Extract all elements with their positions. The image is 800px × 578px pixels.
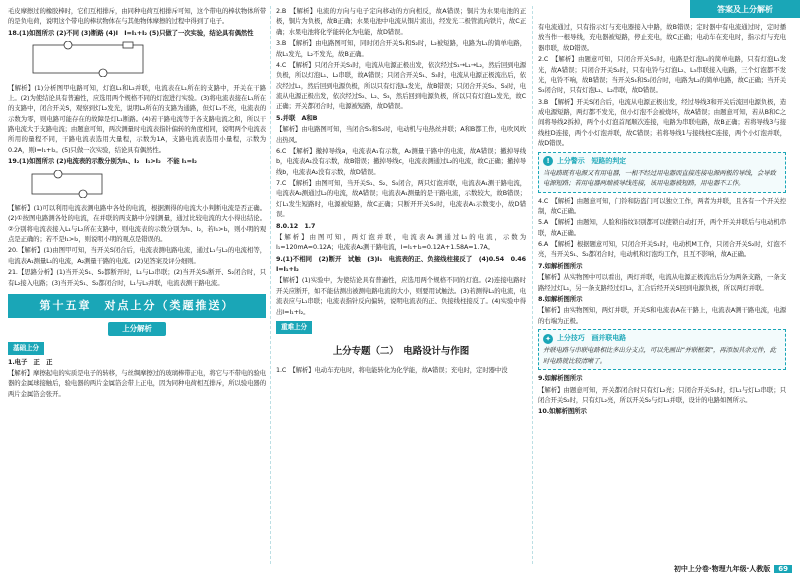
- answer-9: 9.如解析图所示: [538, 374, 583, 383]
- column-divider: [532, 6, 533, 564]
- explanation: 【解析】由实物图知，两灯并联，开关S和电流表A在干路上，电流表A测干路电流，电源的右端为正极。: [538, 306, 786, 325]
- answer-8: 8.0.12 1.7: [276, 221, 316, 230]
- answer-9: 9.(1)不相同 (2)断开 试触 (3)I₁ 电流表的正、负接线柱接反了 (4)0.54 0.46 I=I₁+I₂: [276, 254, 533, 273]
- circuit-diagram: [28, 41, 148, 77]
- answer-5: 5.A 【解析】由题知，人脸和指纹识别都可以使锁自动打开，两个开关并联后与电动机串联，故A正确。: [538, 218, 786, 237]
- level-tag: 基础上分: [8, 342, 44, 355]
- answer-6: 6.C 【解析】撤掉导线a，电流表A₁有示数，A₂测量干路中的电流，故A错误；撤掉导线b，电流表A₁没有示数，故B错误；撤掉导线c，电流表测通过L₂的电流，故C正确；撤掉导线b，电流表A₂没有示数，故D错误。: [276, 146, 526, 176]
- paragraph: 毛皮摩擦过的橡胶棒时，它们互相排斥，由同种电荷互相排斥可知，这个带电的棒状物体所带的是负电荷，说明这个带电的棒状物体在与其他物体摩擦的过程中得到了电子。: [8, 7, 266, 26]
- page-number: 69: [774, 565, 792, 573]
- tip-title: 上分技巧 画并联电路: [557, 334, 626, 343]
- answer-10: 10.如解析图所示: [538, 407, 587, 416]
- answer-18: 18.(1)如图所示 (2)不同 (3)断路 (4)I I=I₁+I₂ (5)只做了一次实验，结论具有偶然性: [8, 28, 254, 37]
- explanation: 【解析】摩擦起电的实质是电子的转移，与丝绸摩擦过的玻璃棒带正电，将它与不带电的验电器的金属球接触后，验电器的两片金属箔会带上正电，因为同种电荷相互排斥，所以验电器的两片金属箔会张开。: [8, 368, 266, 398]
- warning-icon: !: [543, 156, 553, 166]
- section-banner: [8, 322, 266, 336]
- explanation: 【解析】(1)实验中，为使结论具有普遍性，应选用两个规格不同的灯泡。(2)连接电路时开关应断开，如不能估测出被测电路电流的大小，则要用试触法。(3)若测得L₁的电流，电流表应与L₁串联；电流表指针反向偏转，说明电流表的正、负接线柱接反了。(4)实验中得出I=I₁+I₂。: [276, 276, 526, 316]
- explanation: 【解析】从实物图中可以看出，两灯并联，电流从电源正极流出后分为两条支路，一条支路经过灯L₁，另一条支路经过灯L₂，汇合后经开关S回到电源负极，所以两灯并联。: [538, 273, 786, 292]
- answer-6: 6.A 【解析】根据题意可知，只闭合开关S₁时，电动机M工作，只闭合开关S₂时，灯泡不亮，当开关S₁、S₂都闭合时，电动机和灯泡均工作，且互不影响，故A正确。: [538, 240, 786, 259]
- answer-19: 19.(1)如图所示 (2)电流表的示数分别为I₁、I₂ I₁>I₂ 不能 I₁=I₂: [8, 157, 197, 166]
- explanation: 【解析】由电路图可知，当闭合S₁和S₂时，电动机与电热丝并联；A和B都工作，电吹风吹出热风。: [276, 125, 526, 144]
- tip-body: 并联电路与串联电路相比多出分支点，可以先画出“并联框架”，再添加其余元件，此时电路就比较清晰了。: [543, 346, 776, 365]
- header-tag: 答案及上分解析: [690, 0, 800, 18]
- explanation: 【解析】由题意可知，开关都闭合时只有灯L₂亮；只闭合开关S₁时，灯L₁与灯L₂串联；只闭合开关S₂时，只有灯L₂亮，所以开关S₂与灯L₁并联，设计的电路如图所示。: [538, 385, 786, 404]
- answer-topic-1: 1.C 【解析】电动车充电时，将电能转化为化学能，故A错误；充电时，定时器中没: [276, 365, 508, 374]
- paragraph: 有电流通过，只有指示灯与充电器接入中路，故B错误；定时器中有电流通过时，定时播放当作一根导线，充电器被短路，停止充电，故C正确；电动车在充电时，指示灯与充电器串联，故D错误。: [538, 23, 786, 52]
- tip-header: [543, 333, 781, 344]
- tip-body: 当电路既有电源又有用电器，一根不经过用电器而直接连接电源两极的导线，会导致电源短路；若用电器两端被导线连接，该用电器被短路，用电器不工作。: [543, 168, 776, 188]
- answer-4: 4.C 【解析】只闭合开关S₁时，电流从电源正极出发，依次经过S₁→L₁→L₂，然后回到电源负极，所以灯泡L₁、L₂串联，故A错误；只闭合开关S₁、S₃时，电流从电源正极流出后，依次经过L₁，然后回到电源负极，所以只有灯泡L₁发光，故B错误；只闭合开关S₂、S₃时，电流从电源正极出发，依次经过S₂、L₂、S₃，然后回到电源负极，所以只有灯泡L₂发光，故C正确；开关都闭合时，电源被短路，故D错误。: [276, 60, 526, 111]
- explanation: 【解析】(1)可以利用电流表测电路中各处的电流，根据测得的电流大小判断电流是否正确。(2)①按图电路测各处的电流，在并联的两支路中分别测量，通过比较电流的大小得出结论。②分别将电流表接入L₁与L₂所在支路中，则电流表的示数分别为I₁、I₂，若I₁>I₂，则小明的观点是正确的；若不是I₁>I₂，则说明小明的观点是错误的。: [8, 203, 266, 243]
- tip-header: [543, 156, 781, 167]
- circuit-diagram: [28, 170, 108, 198]
- explanation: 【解析】(1)分析图甲电路可知，灯泡L₁和L₂并联，电流表在L₁所在的支路中，开关在干路上。(2)为使结论具有普遍性，应选用两个规格不同的灯泡进行实验。(3)将电流表接在L₁所在的支路中，闭合开关S，观察到灯L₂发光，说明L₂所在的支路为通路，但灯L₁不亮，电流表的示数为零，则电路可能存在的故障是灯L₁断路。(4)若干路电流等于各支路电流之和，所以干路电流大于支路电流；由题意可知，两次测量时电流表指针偏转的角度相同，说明两个电流表所用的量程不同，干路电流表选用大量程，示数为1A，支路电流表选用小量程，示数为0.2A，则I=I₁+I₂。(5)只做一次实验，结论具有偶然性。: [8, 83, 266, 154]
- column-divider: [270, 6, 271, 564]
- chapter-banner: 第十五章 对点上分（类题推送）: [8, 294, 266, 318]
- tip-box: [538, 152, 786, 193]
- answer-2: 2.B 【解析】电流的方向与电子定向移动的方向相反，故A错误；铜片为水果电池的正极，铜片为负极，故B正确；水果电池中电流从铜片流出，经发光二极管流向铁片，故C正确；水果电池将化学能转化为电能，故D错误。: [276, 7, 526, 36]
- topic-title: 上分专题（二） 电路设计与作图: [332, 345, 470, 357]
- answer-4: 4.C 【解析】由题意可知，门铃和防盗门可以独立工作，两者为并联，且各有一个开关控制，故C正确。: [538, 196, 786, 215]
- level-tag: 重难上分: [276, 321, 312, 334]
- tip-title: 上分警示 短路的判定: [557, 156, 626, 165]
- answer-8: 8.如解析图所示: [538, 294, 583, 303]
- answer-21: 21.【思路分析】(1)当开关S₁、S₂都断开时，L₁与L₂串联；(2)当开关S₁断开、S₂闭合时，只有L₂接入电路；(3)当开关S₁、S₂都闭合时，L₁与L₃并联，电流表测干路电流。: [8, 268, 266, 287]
- answer-1: 1.电子 正 正: [8, 357, 53, 366]
- answer-20: 20.【解析】(1)由图甲可知，当开关S闭合后，电流表测电路电流，通过L₁与L₂的电流相等，电流表A₁测量L₁的电流，A₂测量干路的电流。(2)见答案及评分细则。: [8, 246, 266, 265]
- section-label: 上分解析: [108, 322, 166, 336]
- column-right: [538, 22, 786, 418]
- book-title: 初中上分卷·物理九年级·人教版: [673, 565, 771, 573]
- explanation: 【解析】由图可知，两灯泡并联，电流表A₁测通过L₁的电流，示数为I₁=120mA=0.12A；电流表A₂测干路电流，I=I₁+I₂=0.12A+1.58A=1.7A。: [276, 232, 526, 252]
- answer-3: 3.B 【解析】由电路图可知，同时闭合开关S₁和S₂时，L₂被短路，电路为L₁的简单电路，故L₁发光，L₂不发光，故B正确。: [276, 39, 526, 58]
- column-left: [8, 6, 266, 400]
- answer-5: 5.并联 A和B: [276, 113, 318, 122]
- lightbulb-icon: ✦: [543, 334, 553, 344]
- tip-box: [538, 329, 786, 370]
- answer-2: 2.C 【解析】由题意可知，只闭合开关S₁时，电路是灯泡L₁的简单电路，只有灯泡L₁发光，故A错误；只闭合开关S₂时，只有电铃与灯泡L₂、L₃串联接入电路，三个灯泡都不发光，电铃不响，故B错误；当开关S₁和S₂闭合时，电路为L₂的简单电路，故C正确；当开关S₃闭合时，只有灯泡L₁、L₂串联，故D错误。: [538, 55, 786, 95]
- answer-7: 7.如解析图所示: [538, 261, 583, 270]
- answer-3: 3.B 【解析】开关S闭合后，电流从电源正极出发，经过导线3和开关后流回电源负极，造成电源短路，两灯都不发光，但小灯泡不会被烧坏，故A错误；由题意可知，若从B和C之间将导线2拆掉，两个小灯泡首尾顺次连接，电路为串联电路，故B正确；若将导线3与接线柱D连接，两个小灯泡并联，故C错误；若将导线1与接线柱C连接，两个小灯泡并联，故D错误。: [538, 97, 786, 148]
- page-footer: [674, 564, 792, 574]
- answer-7: 7.C 【解析】由图可知，当开关S₁、S₂、S₃闭合，两只灯泡并联，电流表A₁测干路电流，电流表A₂测通过L₂的电流，故A错误；电流表A₁测量的是干路电流，示数较大，故B错误；灯L₁发生短路时，电源被短路，故C正确；只断开开关S₂时，电流表A₁示数变小，故D错误。: [276, 179, 526, 219]
- column-middle: [276, 6, 533, 376]
